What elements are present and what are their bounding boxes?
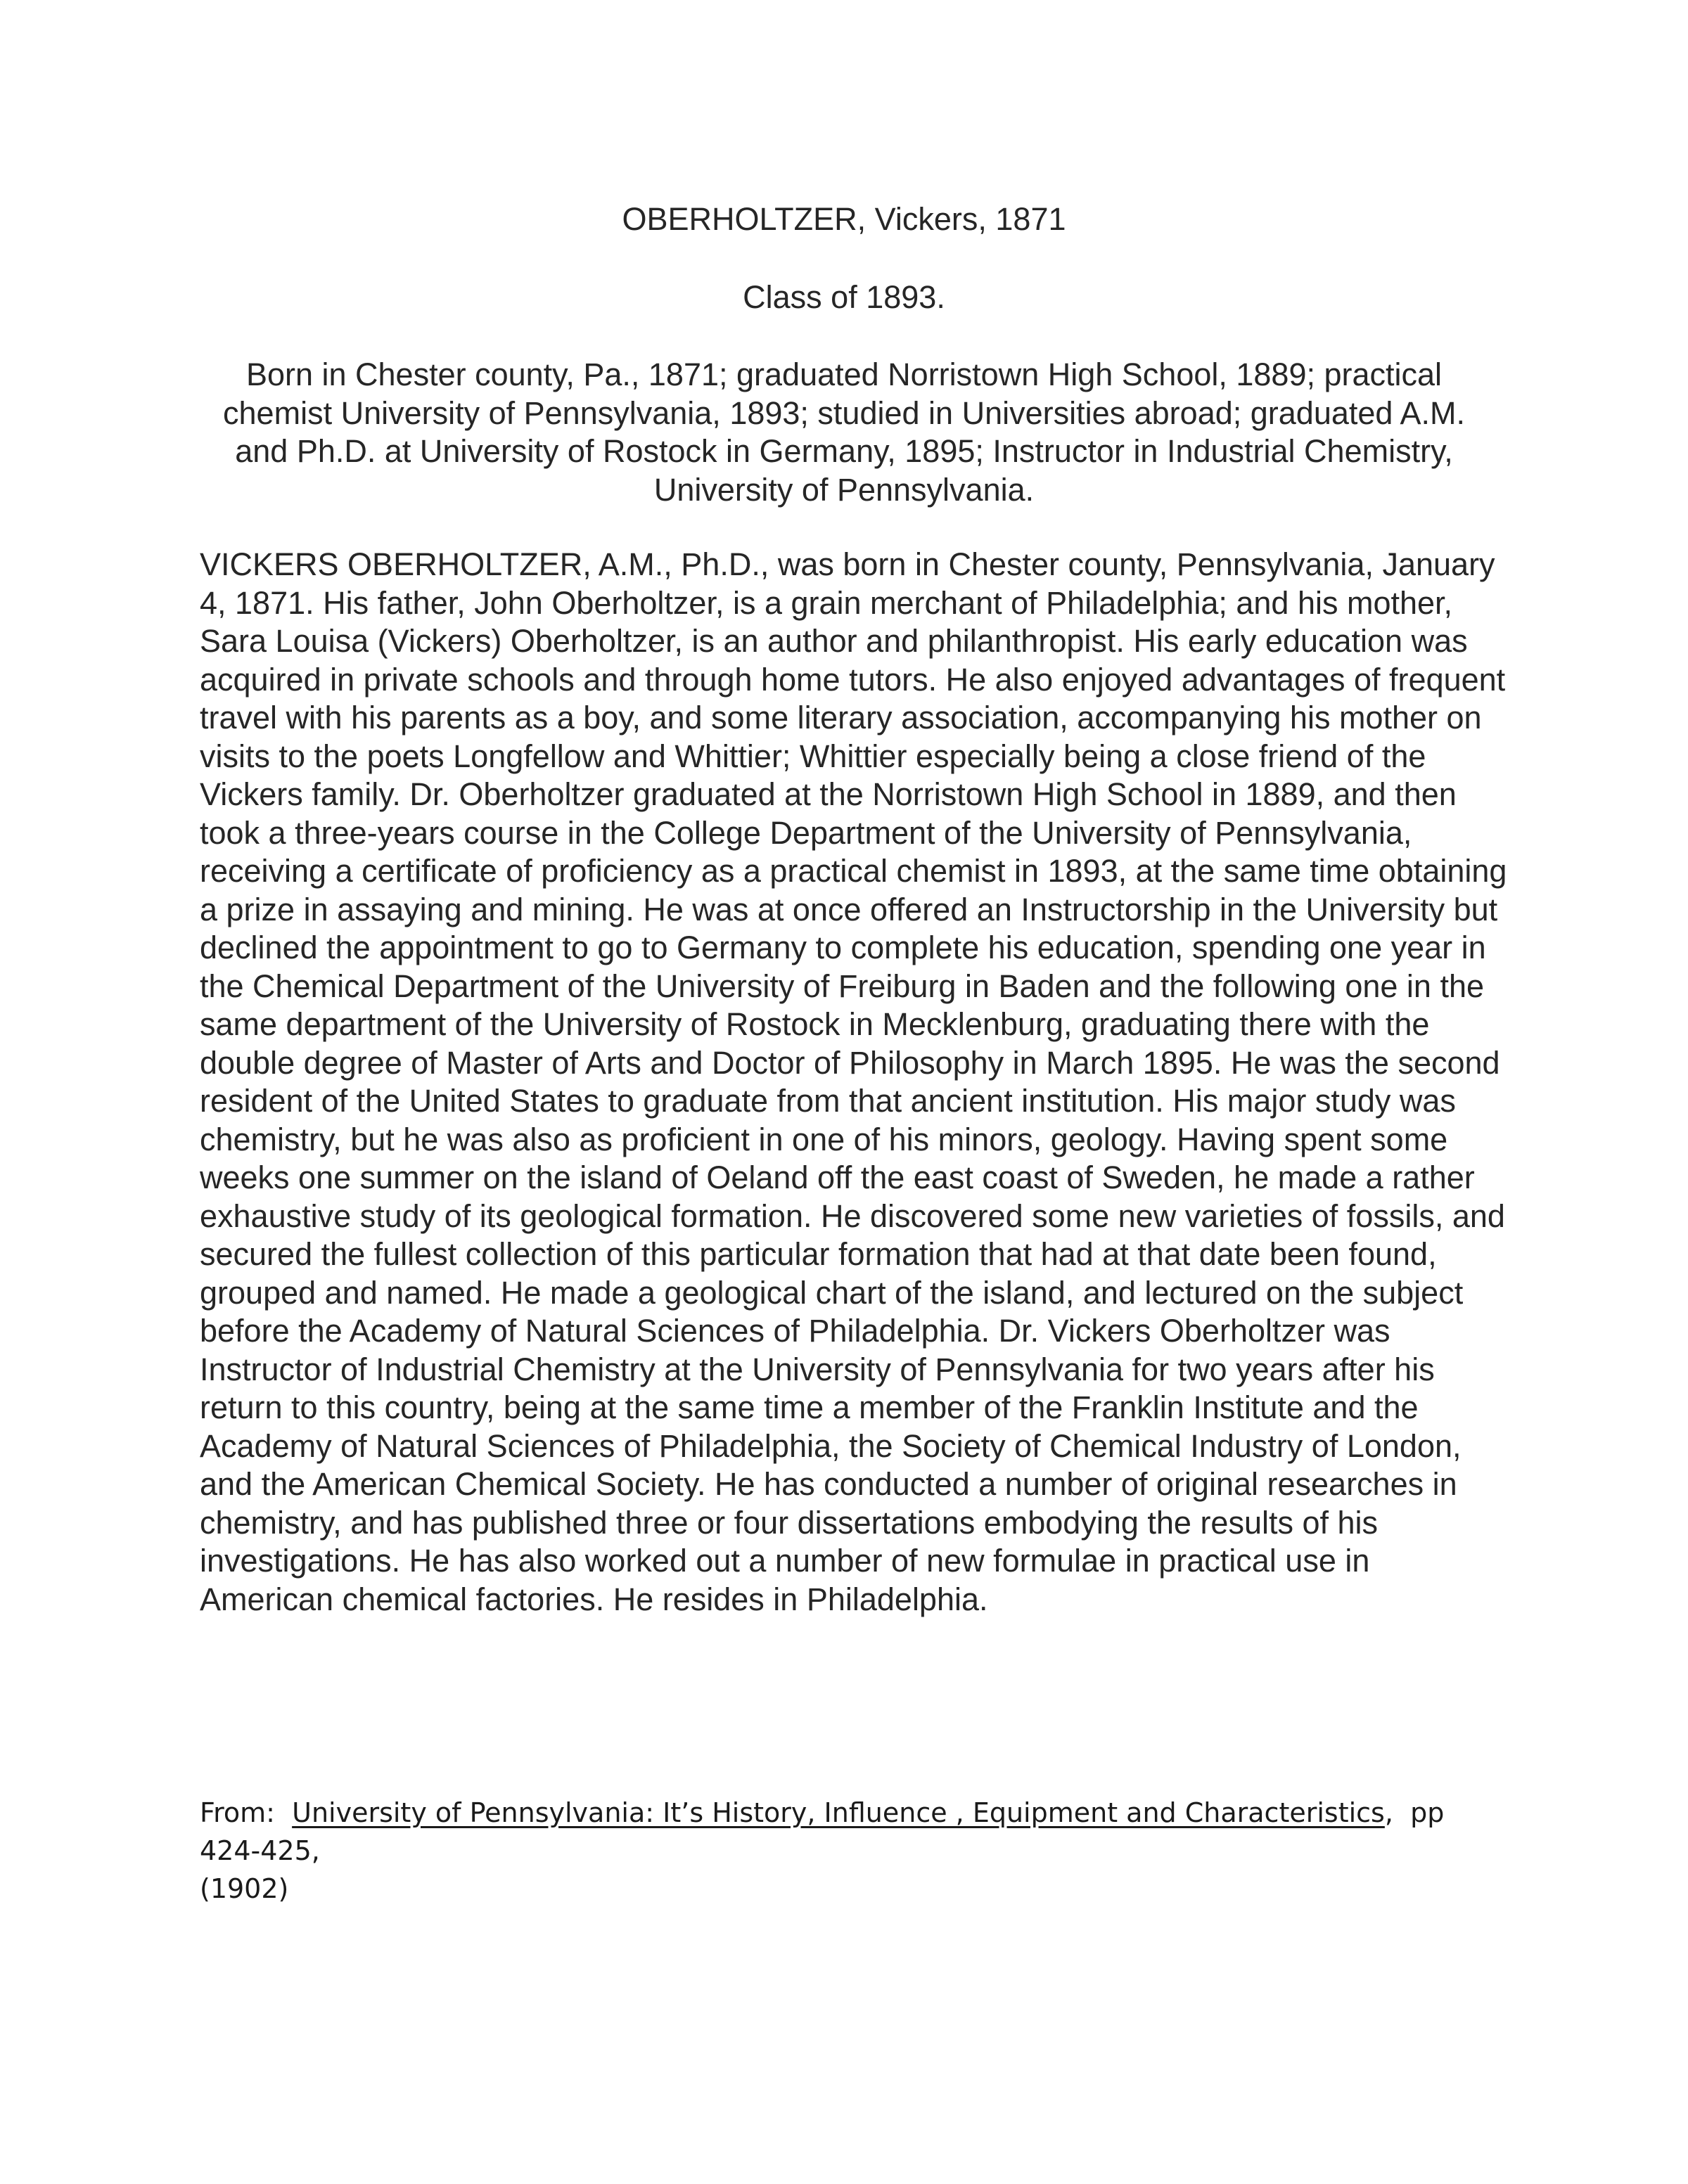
document-title: OBERHOLTZER, Vickers, 1871 — [622, 201, 1066, 237]
source-citation: From: University of Pennsylvania: It’s History, Influence , Equipment and Characteristics, pp 424-425, (1902) — [200, 1797, 1445, 1904]
class-line: Class of 1893. — [743, 279, 945, 315]
summary-paragraph: Born in Chester county, Pa., 1871; graduated Norristown High School, 1889; practical chemist University of Pennsylvania, 1893; studied in Universities abroad; graduated A.M. and Ph.D. at University of Rostock in Germany, 1895; Instructor in Industrial Chemistry, University of Pennsylvania. — [223, 356, 1465, 508]
source-prefix: From: — [200, 1797, 275, 1828]
source-title: University of Pennsylvania: It’s History, Influence , Equipment and Characteristics — [292, 1797, 1385, 1828]
source-pages: pp 424-425, — [200, 1797, 1445, 1866]
biography-paragraph: VICKERS OBERHOLTZER, A.M., Ph.D., was born in Chester county, Pennsylvania, January 4, 1871. His father, John Oberholtzer, is a grain merchant of Philadelphia; and his mother, Sara Louisa (Vickers) Oberholtzer, is an author and philanthropist. His early education was acquired in private schools and through home tutors. He also enjoyed advantages of frequent travel with his parents as a boy, and some literary association, accompanying his mother on visits to the poets Longfellow and Whittier; Whittier especially being a close friend of the Vickers family. Dr. Oberholtzer graduated at the Norristown High School in 1889, and then took a three-years course in the College Department of the University of Pennsylvania, receiving a certificate of proficiency as a practical chemist in 1893, at the same time obtaining a prize in assaying and mining. He was at once offered an Instructorship in the University but declined the appointment to go to Germany to complete his education, spending one year in the Chemical Department of the University of Freiburg in Baden and the following one in the same department of the University of Rostock in Mecklenburg, graduating there with the double degree of Master of Arts and Doctor of Philosophy in March 1895. He was the second resident of the United States to graduate from that ancient institution. His major study was chemistry, but he was also as proficient in one of his minors, geology. Having spent some weeks one summer on the island of Oeland off the east coast of Sweden, he made a rather exhaustive study of its geological formation. He discovered some new varieties of fossils, and secured the fullest collection of this particular formation that had at that date been found, grouped and named. He made a geological chart of the island, and lectured on the subject before the Academy of Natural Sciences of Philadelphia. Dr. Vickers Oberholtzer was Instructor of Industrial Chemistry at the University of Pennsylvania for two years after his return to this country, being at the same time a member of the Franklin Institute and the Academy of Natural Sciences of Philadelphia, the Society of Chemical Industry of London, and the American Chemical Society. He has conducted a number of original researches in chemistry, and has published three or four dissertations embodying the results of his investigations. He has also worked out a number of new formulae in practical use in American chemical factories. He resides in Philadelphia. — [200, 546, 1507, 1617]
source-year: (1902) — [200, 1873, 289, 1904]
